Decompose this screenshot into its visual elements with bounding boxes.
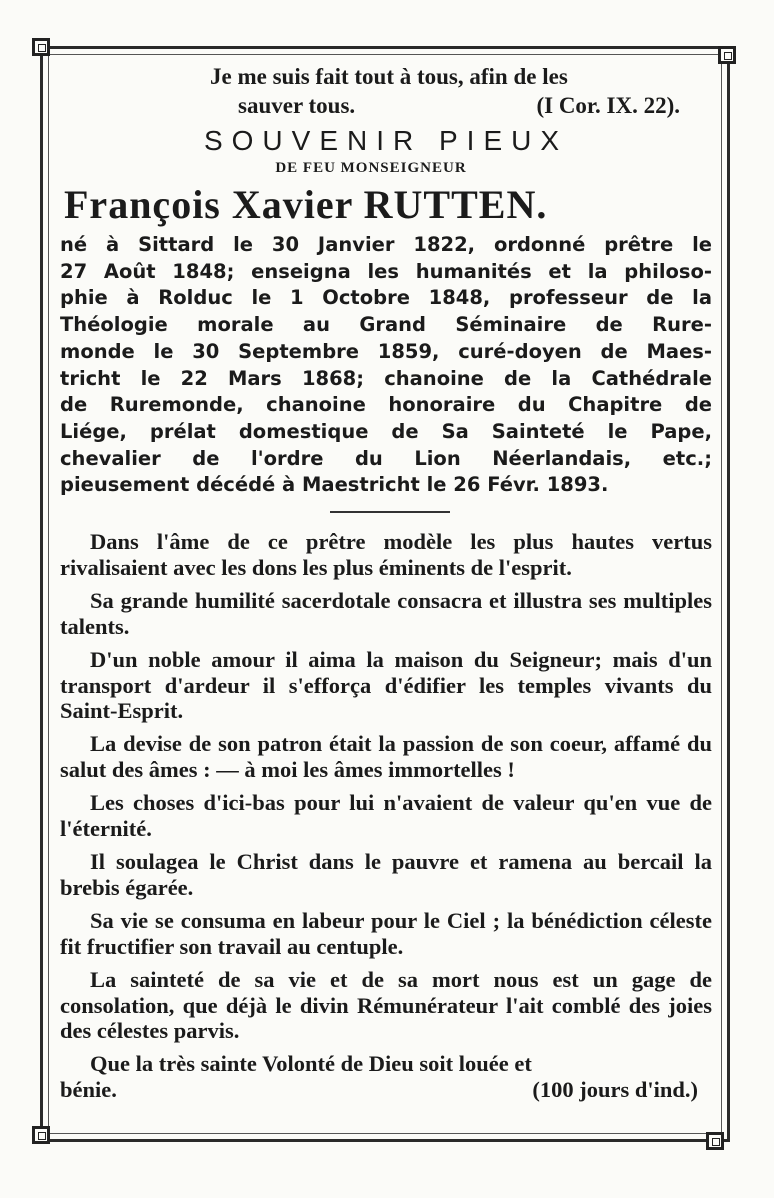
- eulogy-paragraph: La sainteté de sa vie et de sa mort nous est un gage de consolation, que déjà le divin Rémunérateur l'ait comblé des joies des célestes parvis.: [60, 966, 712, 1044]
- bio-line: de Ruremonde, chanoine honoraire du Chapitre de: [60, 393, 712, 417]
- deceased-name: François Xavier RUTTEN.: [64, 182, 548, 227]
- bio-line: monde le 30 Septembre 1859, curé-doyen de Maes-: [60, 339, 712, 363]
- divider: [330, 511, 450, 513]
- epigraph-reference: (I Cor. IX. 22).: [536, 93, 680, 118]
- eulogy-paragraph: Que la très sainte Volonté de Dieu soit louée et: [90, 1051, 532, 1077]
- eulogy-paragraph: Sa grande humilité sacerdotale consacra et illustra ses multiples talents.: [60, 587, 712, 639]
- epigraph: [210, 62, 710, 120]
- eulogy-paragraph: La devise de son patron était la passion de son coeur, affamé du salut des âmes : — à moi les âmes immortelles !: [60, 731, 712, 783]
- memorial-card: [60, 62, 712, 1103]
- corner-ornament-icon: [718, 46, 736, 64]
- card-title: SOUVENIR PIEUX: [203, 125, 569, 156]
- bio-line: pieusement décédé à Maestricht le 26 Févr. 1893.: [60, 473, 609, 497]
- eulogy-paragraph: Les choses d'ici-bas pour lui n'avaient de valeur qu'en vue de l'éternité.: [60, 790, 712, 842]
- closing-line: [60, 1077, 712, 1103]
- indulgence-note: (100 jours d'ind.): [532, 1077, 698, 1103]
- epigraph-line: sauver tous.: [238, 93, 356, 118]
- eulogy-paragraph: Dans l'âme de ce prêtre modèle les plus hautes vertus rivalisaient avec les dons les plus éminents de l'esprit.: [60, 529, 712, 580]
- epigraph-line: Je me suis fait tout à tous, afin de les: [210, 64, 568, 89]
- corner-ornament-icon: [706, 1132, 724, 1150]
- bio-line: Théologie morale au Grand Séminaire de Rure-: [60, 313, 712, 337]
- biography: [60, 232, 712, 499]
- bio-line: tricht le 22 Mars 1868; chanoine de la Cathédrale: [60, 366, 712, 390]
- bio-line: Liége, prélat domestique de Sa Sainteté le Pape,: [60, 419, 712, 443]
- card-subtitle: DE FEU MONSEIGNEUR: [275, 160, 467, 176]
- bio-line: 27 Août 1848; enseigna les humanités et la philoso-: [60, 259, 712, 283]
- eulogy: [60, 529, 712, 1103]
- corner-ornament-icon: [32, 38, 50, 56]
- eulogy-paragraph: Sa vie se consuma en labeur pour le Ciel ; la bénédiction céleste fit fructifier son travail au centuple.: [60, 907, 712, 959]
- closing-word: bénie.: [60, 1077, 117, 1103]
- bio-line: chevalier de l'ordre du Lion Néerlandais, etc.;: [60, 446, 712, 470]
- eulogy-paragraph: D'un noble amour il aima la maison du Seigneur; mais d'un transport d'ardeur il s'efforça d'édifier les temples vivants du Saint-Esprit.: [60, 646, 712, 724]
- corner-ornament-icon: [32, 1126, 50, 1144]
- bio-line: phie à Rolduc le 1 Octobre 1848, professeur de la: [60, 286, 712, 310]
- eulogy-paragraph: Il soulagea le Christ dans le pauvre et ramena au bercail la brebis égarée.: [60, 849, 712, 900]
- bio-line: né à Sittard le 30 Janvier 1822, ordonné prêtre le: [60, 233, 712, 256]
